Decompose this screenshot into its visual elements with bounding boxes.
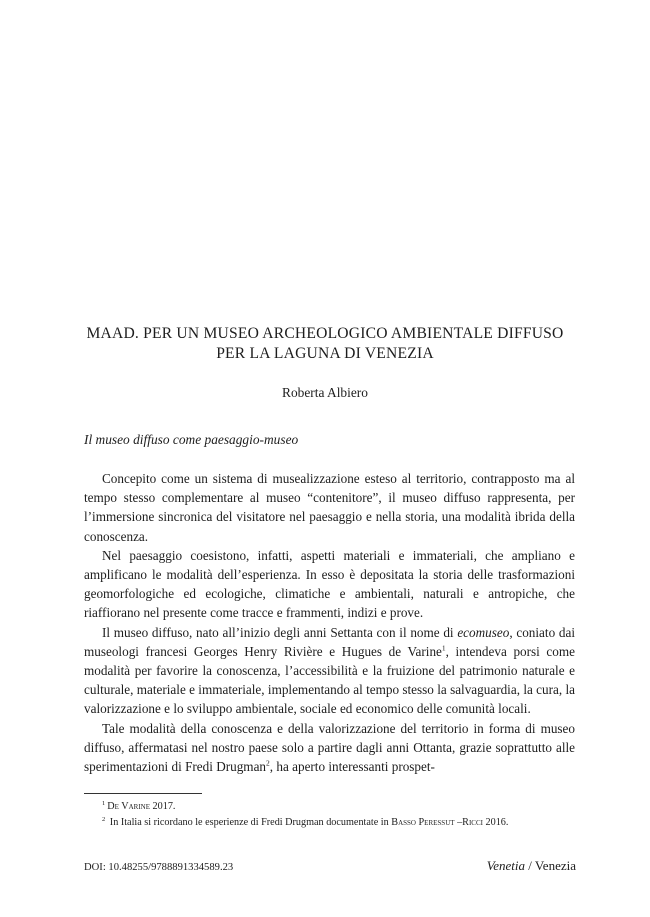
chapter-title-line-1: MAAD. PER UN MUSEO ARCHEOLOGICO AMBIENTALE DIFFUSO bbox=[86, 325, 564, 342]
journal-name-rest: / Venezia bbox=[524, 858, 576, 873]
paragraph-4-text-b: , ha aperto interessanti prospet- bbox=[269, 759, 435, 775]
paragraph-3-text-b: , coniato dai museologi francesi Georges Henry Rivière e Hugues de Varine bbox=[84, 624, 575, 659]
footnote-1-author: De Varine bbox=[107, 801, 150, 812]
paragraph-2: Nel paesaggio coesistono, infatti, aspetti materiali e immateriali, che ampliano e amplificano le modalità dell’esperienza. In esso è depositata la storia delle trasformazioni geomorfologiche ed ecologiche, climatiche e ambientali, naturali e antropiche, che riaffiorano nel presente come tracce e frammenti, indizi e prove. bbox=[84, 547, 575, 621]
doi-footer: DOI: 10.48255/9788891334589.23 bbox=[84, 862, 234, 873]
footnote-ref-2[interactable]: 2 bbox=[266, 758, 270, 768]
footnote-2-year: 2016. bbox=[482, 817, 509, 828]
chapter-title bbox=[60, 324, 590, 364]
footnote-divider bbox=[84, 793, 202, 794]
footnote-2-dash: – bbox=[454, 817, 463, 828]
paragraph-1: Concepito come un sistema di musealizzazione esteso al territorio, contrapposto ma al tempo stesso complementare al museo “contenitore”, il museo diffuso rappresenta, per l’immersione sincronica del visitatore nel paesaggio e nella storia, una modalità ibrida della conoscenza. bbox=[84, 471, 575, 544]
footnote-2-text: In Italia si ricordano le esperienze di Fredi Drugman documentate in bbox=[107, 817, 392, 828]
footnote-2-number: 2 bbox=[102, 815, 106, 823]
chapter-title-line-2: PER LA LAGUNA DI VENEZIA bbox=[216, 345, 434, 362]
footnote-1-year: 2017. bbox=[150, 801, 176, 812]
journal-name-italic: Venetia bbox=[486, 858, 525, 873]
paragraph-4 bbox=[84, 719, 575, 777]
footnote-ref-1[interactable]: 1 bbox=[441, 643, 446, 653]
footnote-1 bbox=[84, 799, 584, 815]
footnote-1-number: 1 bbox=[102, 799, 106, 807]
section-heading: Il museo diffuso come paesaggio-museo bbox=[84, 432, 299, 447]
footnote-2-author-2: Ricci bbox=[462, 817, 483, 828]
footnote-2 bbox=[84, 815, 584, 831]
paragraph-3-text-c: , intendeva porsi come modalità per favorire la conoscenza, l’accessibilità e la fruizione del patrimonio naturale e culturale, materiale e immateriale, implementando al tempo stesso la salvaguardia, la cura, la valorizzazione e lo sviluppo ambientale, sociale ed economico delle comunità locali. bbox=[84, 643, 575, 717]
ecomuseo-term: ecomuseo bbox=[457, 624, 510, 640]
author-name: Roberta Albiero bbox=[282, 385, 368, 400]
paragraph-3 bbox=[84, 623, 575, 719]
footnotes bbox=[84, 799, 584, 831]
journal-footer bbox=[487, 858, 576, 874]
paragraph-4-text-a: Tale modalità della conoscenza e della valorizzazione del territorio in forma di museo diffuso, affermatasi nel nostro paese solo a partire dagli anni Ottanta, grazie soprattutto alle sperimentazioni di Fredi Drugman bbox=[84, 720, 575, 775]
body-text bbox=[84, 469, 575, 776]
paragraph-3-text-a: Il museo diffuso, nato all’inizio degli anni Settanta con il nome di bbox=[102, 624, 458, 640]
footnote-2-author-1: Basso Peressut bbox=[391, 817, 455, 828]
